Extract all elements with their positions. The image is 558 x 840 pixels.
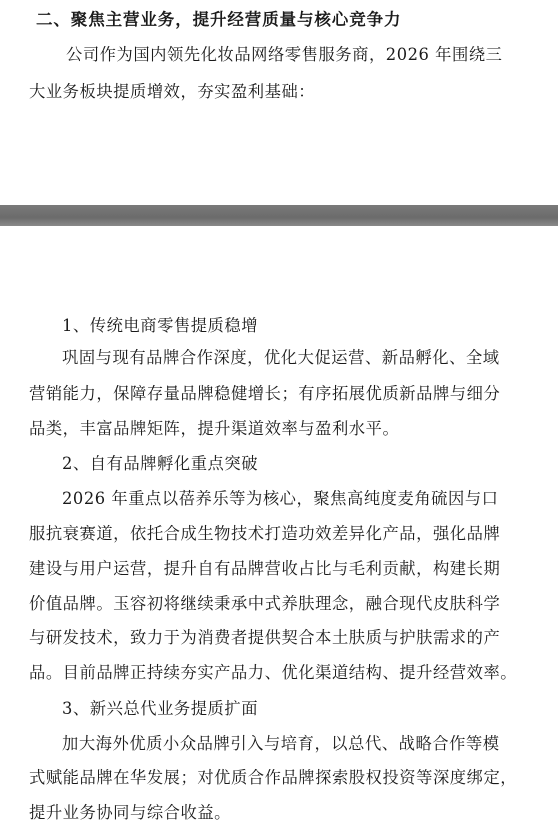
item-3-line-1: 加大海外优质小众品牌引入与培育，以总代、战略合作等模 xyxy=(62,734,500,753)
item-1-line-2: 营销能力，保障存量品牌稳健增长；有序拓展优质新品牌与细分 xyxy=(29,384,501,403)
item-2-line-3: 建设与用户运营，提升自有品牌营收占比与毛利贡献，构建长期 xyxy=(29,559,501,578)
intro-line-2: 大业务板块提质增效，夯实盈利基础： xyxy=(29,82,316,101)
item-3-title: 3、新兴总代业务提质扩面 xyxy=(62,699,259,718)
item-2-title: 2、自有品牌孵化重点突破 xyxy=(62,454,259,473)
item-1-line-1: 巩固与现有品牌合作深度，优化大促运营、新品孵化、全域 xyxy=(62,348,500,367)
item-2-line-1: 2026 年重点以蓓养乐等为核心，聚焦高纯度麦角硫因与口 xyxy=(62,489,499,508)
section-heading: 二、聚焦主营业务，提升经营质量与核心竞争力 xyxy=(36,10,402,29)
item-1-line-3: 品类，丰富品牌矩阵，提升渠道效率与盈利水平。 xyxy=(29,419,400,438)
item-2-line-4: 价值品牌。玉容初将继续秉承中式养肤理念，融合现代皮肤科学 xyxy=(29,594,501,613)
item-1-title: 1、传统电商零售提质稳增 xyxy=(62,316,259,335)
intro-line-1: 公司作为国内领先化妆品网络零售服务商，2026 年围绕三 xyxy=(66,45,503,64)
item-2-line-2: 服抗衰赛道，依托合成生物技术打造功效差异化产品，强化品牌 xyxy=(29,524,501,543)
page-break-divider xyxy=(0,205,558,226)
item-2-line-6: 品。目前品牌正持续夯实产品力、优化渠道结构、提升经营效率。 xyxy=(29,663,518,682)
item-2-line-5: 与研发技术，致力于为消费者提供契合本土肤质与护肤需求的产 xyxy=(29,628,501,647)
item-3-line-2: 式赋能品牌在华发展；对优质合作品牌探索股权投资等深度绑定， xyxy=(29,768,518,787)
item-3-line-3: 提升业务协同与综合收益。 xyxy=(29,803,231,822)
